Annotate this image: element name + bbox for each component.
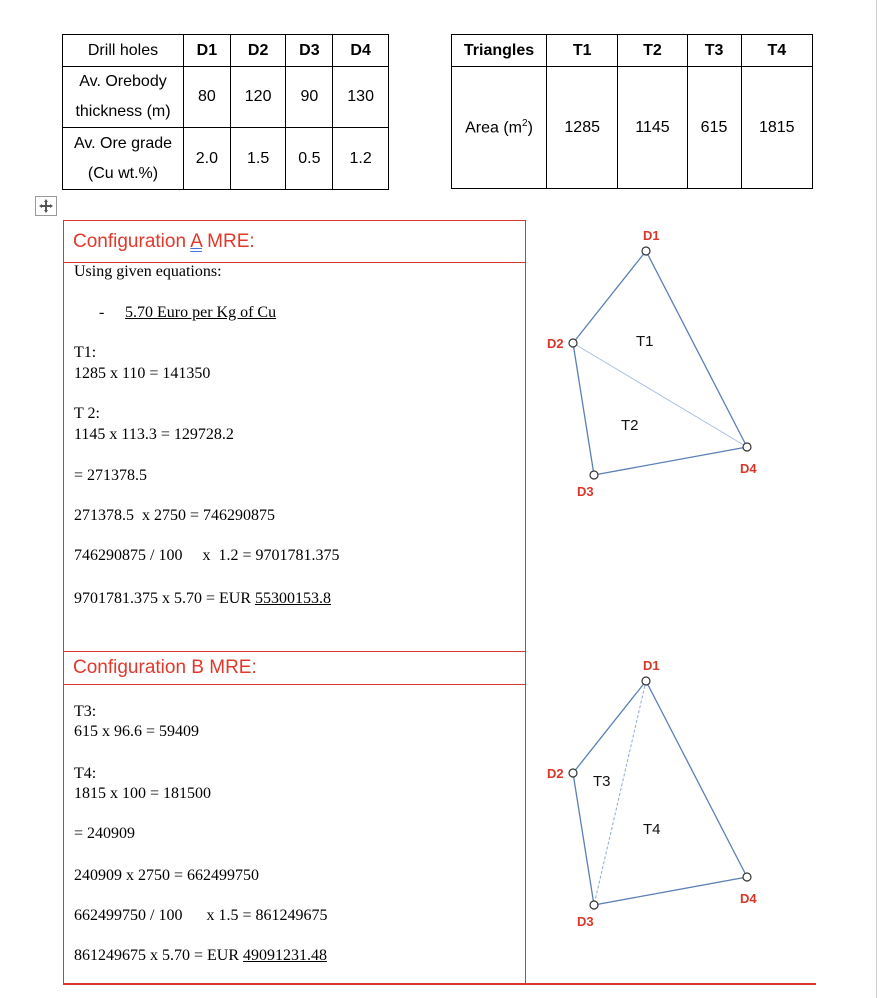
- config-b-box: [63, 651, 526, 985]
- drill-table-cell: 120: [230, 67, 286, 128]
- config-b-value: [74, 947, 327, 965]
- t3-calc: 615 x 96.6 = 59409: [74, 723, 200, 740]
- node-d4: [743, 443, 751, 451]
- table-move-handle-icon[interactable]: [35, 196, 57, 216]
- title-suffix: MRE:: [201, 231, 255, 252]
- bottom-border-line: [63, 983, 816, 985]
- triangle-table-cell: 1285: [547, 67, 618, 189]
- edge-d3-d4: [594, 877, 747, 905]
- drill-holes-table: [62, 34, 389, 190]
- title-mark: A: [190, 231, 202, 252]
- edge-d2-d3: [573, 343, 594, 475]
- triangle-table-header-row: [452, 35, 813, 67]
- triangle-table-cell: 1145: [618, 67, 687, 189]
- label-d2: D2: [547, 766, 564, 781]
- page-right-edge: [876, 0, 877, 998]
- config-a-value: [74, 590, 331, 608]
- drill-table-header-cell: D1: [184, 35, 231, 67]
- drill-row-label: [63, 128, 184, 190]
- drill-table-cell: 90: [286, 67, 333, 128]
- drill-table-cell: 2.0: [184, 128, 231, 190]
- label-t1: T1: [636, 333, 654, 350]
- node-d2: [569, 339, 577, 347]
- t3-label: T3:: [74, 703, 97, 720]
- drill-table-cell: 80: [184, 67, 231, 128]
- drill-table-header-cell: D2: [230, 35, 286, 67]
- config-b-triangle-diagram: [535, 652, 795, 942]
- config-a-title: [64, 221, 525, 263]
- drill-table-row-grade: [63, 128, 389, 190]
- label-d4: D4: [740, 461, 757, 476]
- triangle-table-header-cell: T1: [547, 35, 618, 67]
- area-label-text: Area (m: [465, 119, 522, 137]
- drill-table-cell: 1.5: [230, 128, 286, 190]
- label-t3: T3: [593, 773, 611, 790]
- config-b-sum: = 240909: [74, 825, 136, 842]
- drill-table-cell: 130: [333, 67, 389, 128]
- drill-table-header-row: [63, 35, 389, 67]
- label-line: thickness (m): [75, 103, 171, 120]
- edge-d2-d3: [573, 773, 594, 905]
- config-a-metal: 746290875 / 100 x 1.2 = 9701781.375: [74, 547, 340, 564]
- label-line: Av. Orebody: [79, 73, 167, 90]
- area-label: [452, 67, 547, 189]
- t1-label: T1:: [74, 344, 97, 361]
- triangle-table-header-cell: T3: [687, 35, 741, 67]
- edge-d3-d4: [594, 447, 747, 475]
- t2-calc: 1145 x 113.3 = 129728.2: [74, 426, 234, 443]
- node-d1: [642, 247, 650, 255]
- triangle-table-header-cell: Triangles: [452, 35, 547, 67]
- config-b-tonnage: 240909 x 2750 = 662499750: [74, 867, 260, 884]
- t4-calc: 1815 x 100 = 181500: [74, 785, 212, 802]
- edge-d1-d4: [646, 251, 747, 447]
- config-a-tonnage: 271378.5 x 2750 = 746290875: [74, 507, 276, 524]
- config-b-metal: 662499750 / 100 x 1.5 = 861249675: [74, 907, 328, 924]
- edge-d1-d4: [646, 681, 747, 877]
- price-bullet: 5.70 Euro per Kg of Cu: [125, 304, 277, 321]
- triangle-table-area-row: [452, 67, 813, 189]
- value-result: 49091231.48: [243, 947, 328, 964]
- drill-table-cell: 0.5: [286, 128, 333, 190]
- label-d1: D1: [643, 228, 660, 243]
- triangles-table: [451, 34, 813, 189]
- label-d1: D1: [643, 658, 660, 673]
- label-line: Av. Ore grade: [73, 134, 173, 152]
- node-d3: [590, 901, 598, 909]
- value-result: 55300153.8: [255, 590, 332, 607]
- label-t4: T4: [643, 821, 661, 838]
- triangle-table-cell: 615: [687, 67, 741, 189]
- value-prefix: 861249675 x 5.70 = EUR: [74, 947, 244, 964]
- node-d3: [590, 471, 598, 479]
- config-a-intro: Using given equations:: [74, 263, 222, 280]
- drill-table-header-cell: Drill holes: [63, 35, 184, 67]
- drill-table-header-cell: D3: [286, 35, 333, 67]
- bullet-dash: -: [99, 304, 105, 321]
- label-line: (Cu wt.%): [87, 164, 159, 182]
- label-d3: D3: [577, 914, 594, 929]
- t4-label: T4:: [74, 765, 97, 782]
- label-t2: T2: [621, 417, 639, 434]
- drill-table-header-cell: D4: [333, 35, 389, 67]
- config-a-sum: = 271378.5: [74, 467, 148, 484]
- label-d2: D2: [547, 336, 564, 351]
- triangle-table-header-cell: T2: [618, 35, 687, 67]
- t1-calc: 1285 x 110 = 141350: [74, 365, 211, 382]
- value-prefix: 9701781.375 x 5.70 = EUR: [74, 590, 256, 607]
- drill-table-row-thickness: [63, 67, 389, 128]
- config-b-title: Configuration B MRE:: [64, 652, 525, 685]
- node-d2: [569, 769, 577, 777]
- config-a-triangle-diagram: [535, 222, 795, 512]
- label-d3: D3: [577, 484, 594, 499]
- drill-row-label: [63, 67, 184, 128]
- node-d1: [642, 677, 650, 685]
- node-d4: [743, 873, 751, 881]
- drill-table-cell: 1.2: [333, 128, 389, 190]
- t2-label: T 2:: [74, 405, 100, 422]
- area-label-sup: 2: [522, 117, 528, 129]
- title-text: Configuration: [73, 231, 191, 252]
- triangle-table-header-cell: T4: [741, 35, 812, 67]
- label-d4: D4: [740, 891, 757, 906]
- edge-d1-d2: [573, 251, 646, 343]
- triangle-table-cell: 1815: [741, 67, 812, 189]
- area-label-suffix: ): [527, 119, 533, 137]
